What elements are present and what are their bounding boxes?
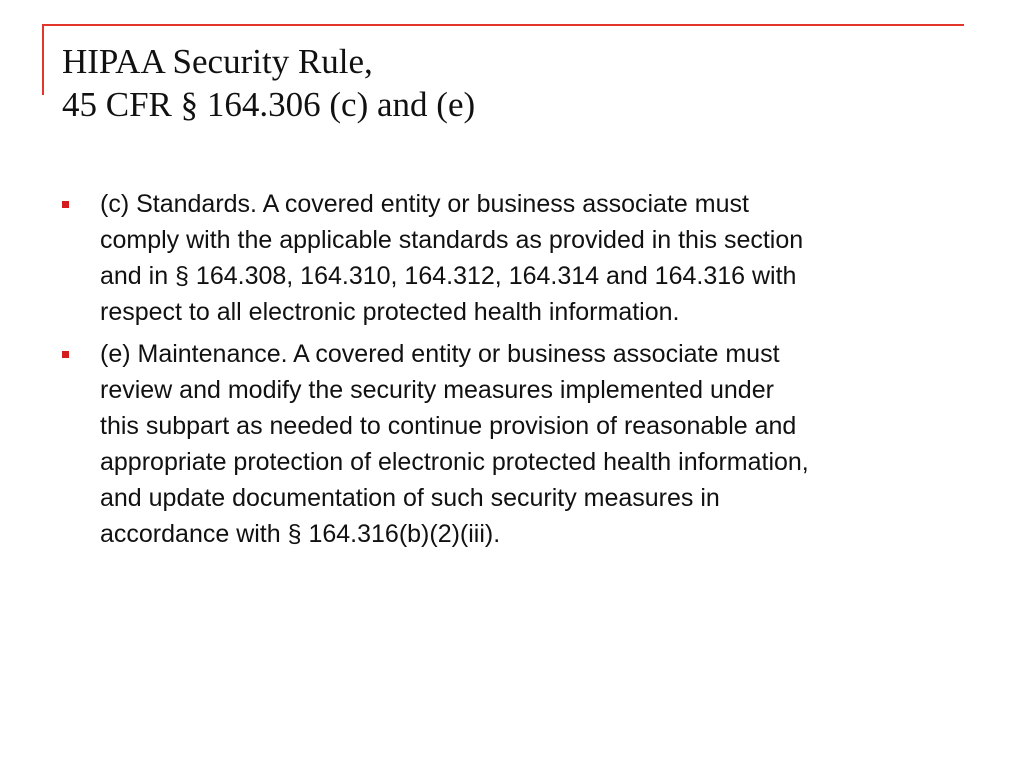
bullet-list — [62, 186, 962, 558]
bullet-line: accordance with § 164.316(b)(2)(iii). — [100, 520, 501, 548]
slide-title — [62, 40, 475, 126]
bullet-item-maintenance — [62, 336, 962, 552]
title-rule-vertical — [42, 24, 44, 95]
square-bullet-icon — [62, 201, 69, 208]
bullet-line: respect to all electronic protected health information. — [100, 298, 680, 326]
title-line-1: HIPAA Security Rule, — [62, 42, 373, 81]
bullet-line: appropriate protection of electronic protected health information, — [100, 448, 809, 476]
bullet-item-standards — [62, 186, 962, 330]
square-bullet-icon — [62, 351, 69, 358]
bullet-text — [100, 336, 962, 552]
bullet-line: (e) Maintenance. A covered entity or business associate must — [100, 340, 780, 368]
bullet-text — [100, 186, 962, 330]
bullet-line: and in § 164.308, 164.310, 164.312, 164.314 and 164.316 with — [100, 262, 797, 290]
title-line-2: 45 CFR § 164.306 (c) and (e) — [62, 85, 476, 124]
bullet-line: review and modify the security measures implemented under — [100, 376, 774, 404]
bullet-line: comply with the applicable standards as provided in this section — [100, 226, 804, 254]
bullet-line: (c) Standards. A covered entity or business associate must — [100, 190, 749, 218]
bullet-line: this subpart as needed to continue provision of reasonable and — [100, 412, 797, 440]
bullet-line: and update documentation of such security measures in — [100, 484, 720, 512]
title-rule-horizontal — [42, 24, 964, 26]
